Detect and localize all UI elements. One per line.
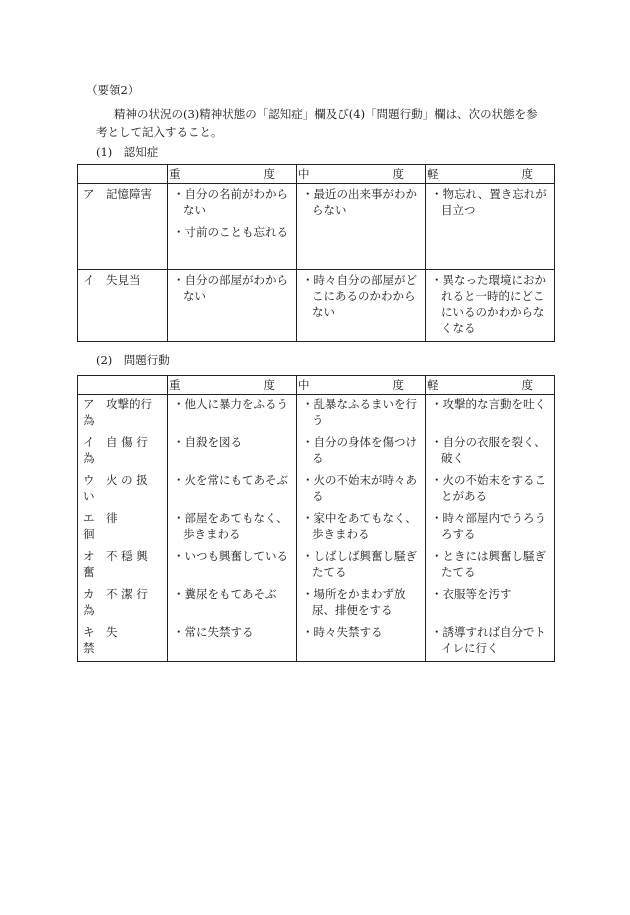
cell-item: ・自分の部屋がわからない (173, 273, 288, 303)
table-row (78, 509, 555, 547)
cell-item: ・衣服等を汚す (431, 587, 512, 601)
instruction-line-2: 考として記入すること。 (96, 125, 223, 139)
table-row (78, 471, 555, 509)
cell-item: ・ときには興奮し騒ぎたてる (431, 549, 546, 579)
cell-item: ・常に失禁する (173, 625, 254, 639)
table-row (78, 395, 555, 434)
dementia-table (77, 164, 555, 342)
row-label: エ 徘 徊 (78, 509, 168, 547)
moderate-cell (297, 433, 426, 471)
row-label: イ 自 傷 行 為 (78, 433, 168, 471)
cell-item: ・自殺を図る (173, 435, 242, 449)
moderate-cell (297, 184, 426, 270)
cell-item: ・しばしば興奮し騒ぎたてる (302, 549, 417, 579)
severe-cell (168, 433, 297, 471)
mild-cell (426, 509, 555, 547)
moderate-cell (297, 509, 426, 547)
severe-cell (168, 184, 297, 270)
cell-item: ・時々部屋内でうろうろする (431, 511, 546, 541)
header-blank (78, 376, 168, 395)
cell-item: ・乱暴なふるまいを行う (302, 397, 417, 427)
cell-item: ・自分の身体を傷つける (302, 435, 417, 465)
cell-item: ・部屋をあてもなく、歩きまわる (173, 511, 288, 541)
table-row (78, 623, 555, 662)
cell-item: ・場所をかまわず放尿、排便をする (302, 587, 406, 617)
cell-item: ・火の不始末をすることがある (431, 473, 546, 503)
table-row (78, 585, 555, 623)
row-label: イ 失見当 (78, 270, 168, 342)
mild-cell (426, 471, 555, 509)
cell-item: ・時々失禁する (302, 625, 383, 639)
moderate-cell (297, 471, 426, 509)
header-blank (78, 165, 168, 184)
severe-cell (168, 270, 297, 342)
cell-item: ・火の不始末が時々ある (302, 473, 417, 503)
header-mild: 軽 度 (426, 165, 555, 184)
header-severe: 重 度 (168, 165, 297, 184)
severe-cell (168, 547, 297, 585)
section-2-title: (2) 問題行動 (96, 353, 170, 367)
cell-item: ・自分の名前がわからない (173, 187, 288, 217)
mild-cell (426, 547, 555, 585)
moderate-cell (297, 395, 426, 434)
cell-item: ・火を常にもてあそぶ (173, 473, 288, 487)
header-moderate: 中 度 (297, 165, 426, 184)
document-heading: （要領2） (86, 83, 140, 97)
dementia-table-header (78, 165, 555, 184)
problem-table-header (78, 376, 555, 395)
cell-item: ・時々自分の部屋がどこにあるのかわからない (302, 273, 417, 319)
row-label: オ 不 穏 興 奮 (78, 547, 168, 585)
row-label: カ 不 潔 行 為 (78, 585, 168, 623)
table-row (78, 270, 555, 342)
cell-item: ・いつも興奮している (173, 549, 288, 563)
severe-cell (168, 585, 297, 623)
table-row (78, 547, 555, 585)
severe-cell (168, 509, 297, 547)
mild-cell (426, 270, 555, 342)
mild-cell (426, 184, 555, 270)
row-label: キ 失 禁 (78, 623, 168, 662)
mild-cell (426, 623, 555, 662)
header-severe: 重 度 (168, 376, 297, 395)
moderate-cell (297, 623, 426, 662)
moderate-cell (297, 547, 426, 585)
severe-cell (168, 471, 297, 509)
moderate-cell (297, 270, 426, 342)
table-row (78, 184, 555, 270)
mild-cell (426, 395, 555, 434)
cell-item: ・最近の出来事がわからない (302, 187, 417, 217)
cell-item: ・自分の衣服を裂く、破く (431, 435, 546, 465)
problem-table-body (78, 395, 555, 662)
cell-item: ・糞尿をもてあそぶ (173, 587, 277, 601)
cell-item: ・攻撃的な言動を吐く (431, 397, 546, 411)
problem-behavior-table (77, 375, 555, 662)
cell-item: ・誘導すれば自分でトイレに行く (431, 625, 546, 655)
header-mild: 軽 度 (426, 376, 555, 395)
cell-item: ・家中をあてもなく、歩きまわる (302, 511, 417, 541)
instruction-line-1: 精神の状況の(3)精神状態の「認知症」欄及び(4)「問題行動」欄は、次の状態を参 (114, 107, 538, 121)
cell-item: ・異なった環境におかれると一時的にどこにいるのかわからなくなる (431, 273, 546, 335)
mild-cell (426, 433, 555, 471)
section-1-title: (1) 認知症 (96, 145, 159, 159)
mild-cell (426, 585, 555, 623)
severe-cell (168, 395, 297, 434)
moderate-cell (297, 585, 426, 623)
severe-cell (168, 623, 297, 662)
row-label: ア 攻撃的行為 (78, 395, 168, 434)
table-row (78, 433, 555, 471)
cell-item: ・物忘れ、置き忘れが目立つ (431, 187, 547, 217)
header-moderate: 中 度 (297, 376, 426, 395)
cell-item: ・寸前のことも忘れる (173, 225, 288, 239)
row-label: ア 記憶障害 (78, 184, 168, 270)
row-label: ウ 火 の 扱 い (78, 471, 168, 509)
cell-item: ・他人に暴力をふるう (173, 397, 288, 411)
